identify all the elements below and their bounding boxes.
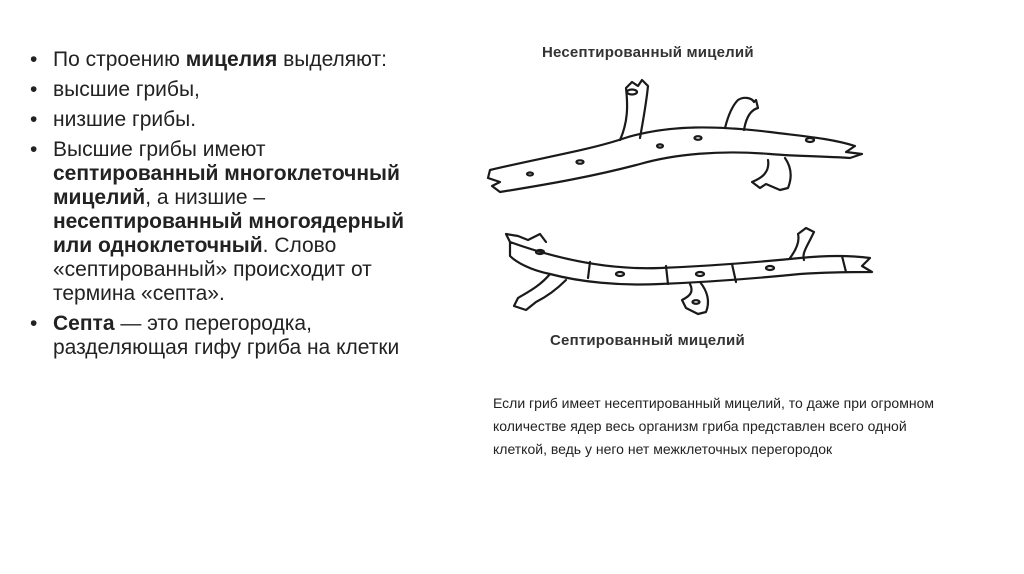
bullet-bold-text: септированный многоклеточный мицелий xyxy=(53,162,400,209)
mycelium-illustration xyxy=(470,30,890,370)
bullet-text: — это перегородка, разделяющая гифу гриба на клетки xyxy=(53,312,400,359)
bullet-text: . Слово «септированный» происходит от термина «септа». xyxy=(53,234,372,305)
bullet-list xyxy=(28,48,428,366)
bullet-item xyxy=(28,78,428,102)
bullet-bold-text: мицелия xyxy=(185,48,278,71)
non-septate-mycelium-label: Несептированный мицелий xyxy=(542,44,754,61)
bullet-item xyxy=(28,138,428,306)
bullet-text: высшие грибы, xyxy=(53,78,200,101)
septate-hypha-drawing xyxy=(506,228,872,314)
bullet-text: Высшие грибы имеют xyxy=(53,138,266,161)
bullet-text: выделяют: xyxy=(277,48,387,71)
septate-mycelium-label: Септированный мицелий xyxy=(550,332,745,349)
bullet-item xyxy=(28,48,428,72)
bullet-text: , а низшие – xyxy=(145,186,266,209)
bullet-text: По строению xyxy=(53,48,186,71)
bullet-bold-text: несептированный многоядерный или одноклеточный xyxy=(53,210,405,257)
bullet-item xyxy=(28,312,428,360)
caption-text: Если гриб имеет несептированный мицелий, то даже при огромном количестве ядер весь организм гриба представлен всего одной клеткой, ведь у него нет межклеточных перегородок xyxy=(493,395,934,457)
non-septate-hypha-drawing xyxy=(488,80,862,192)
mycelium-figure xyxy=(470,30,890,370)
bullet-item xyxy=(28,108,428,132)
bullet-text: низшие грибы. xyxy=(53,108,197,131)
bullet-bold-text: Септа xyxy=(53,312,115,335)
